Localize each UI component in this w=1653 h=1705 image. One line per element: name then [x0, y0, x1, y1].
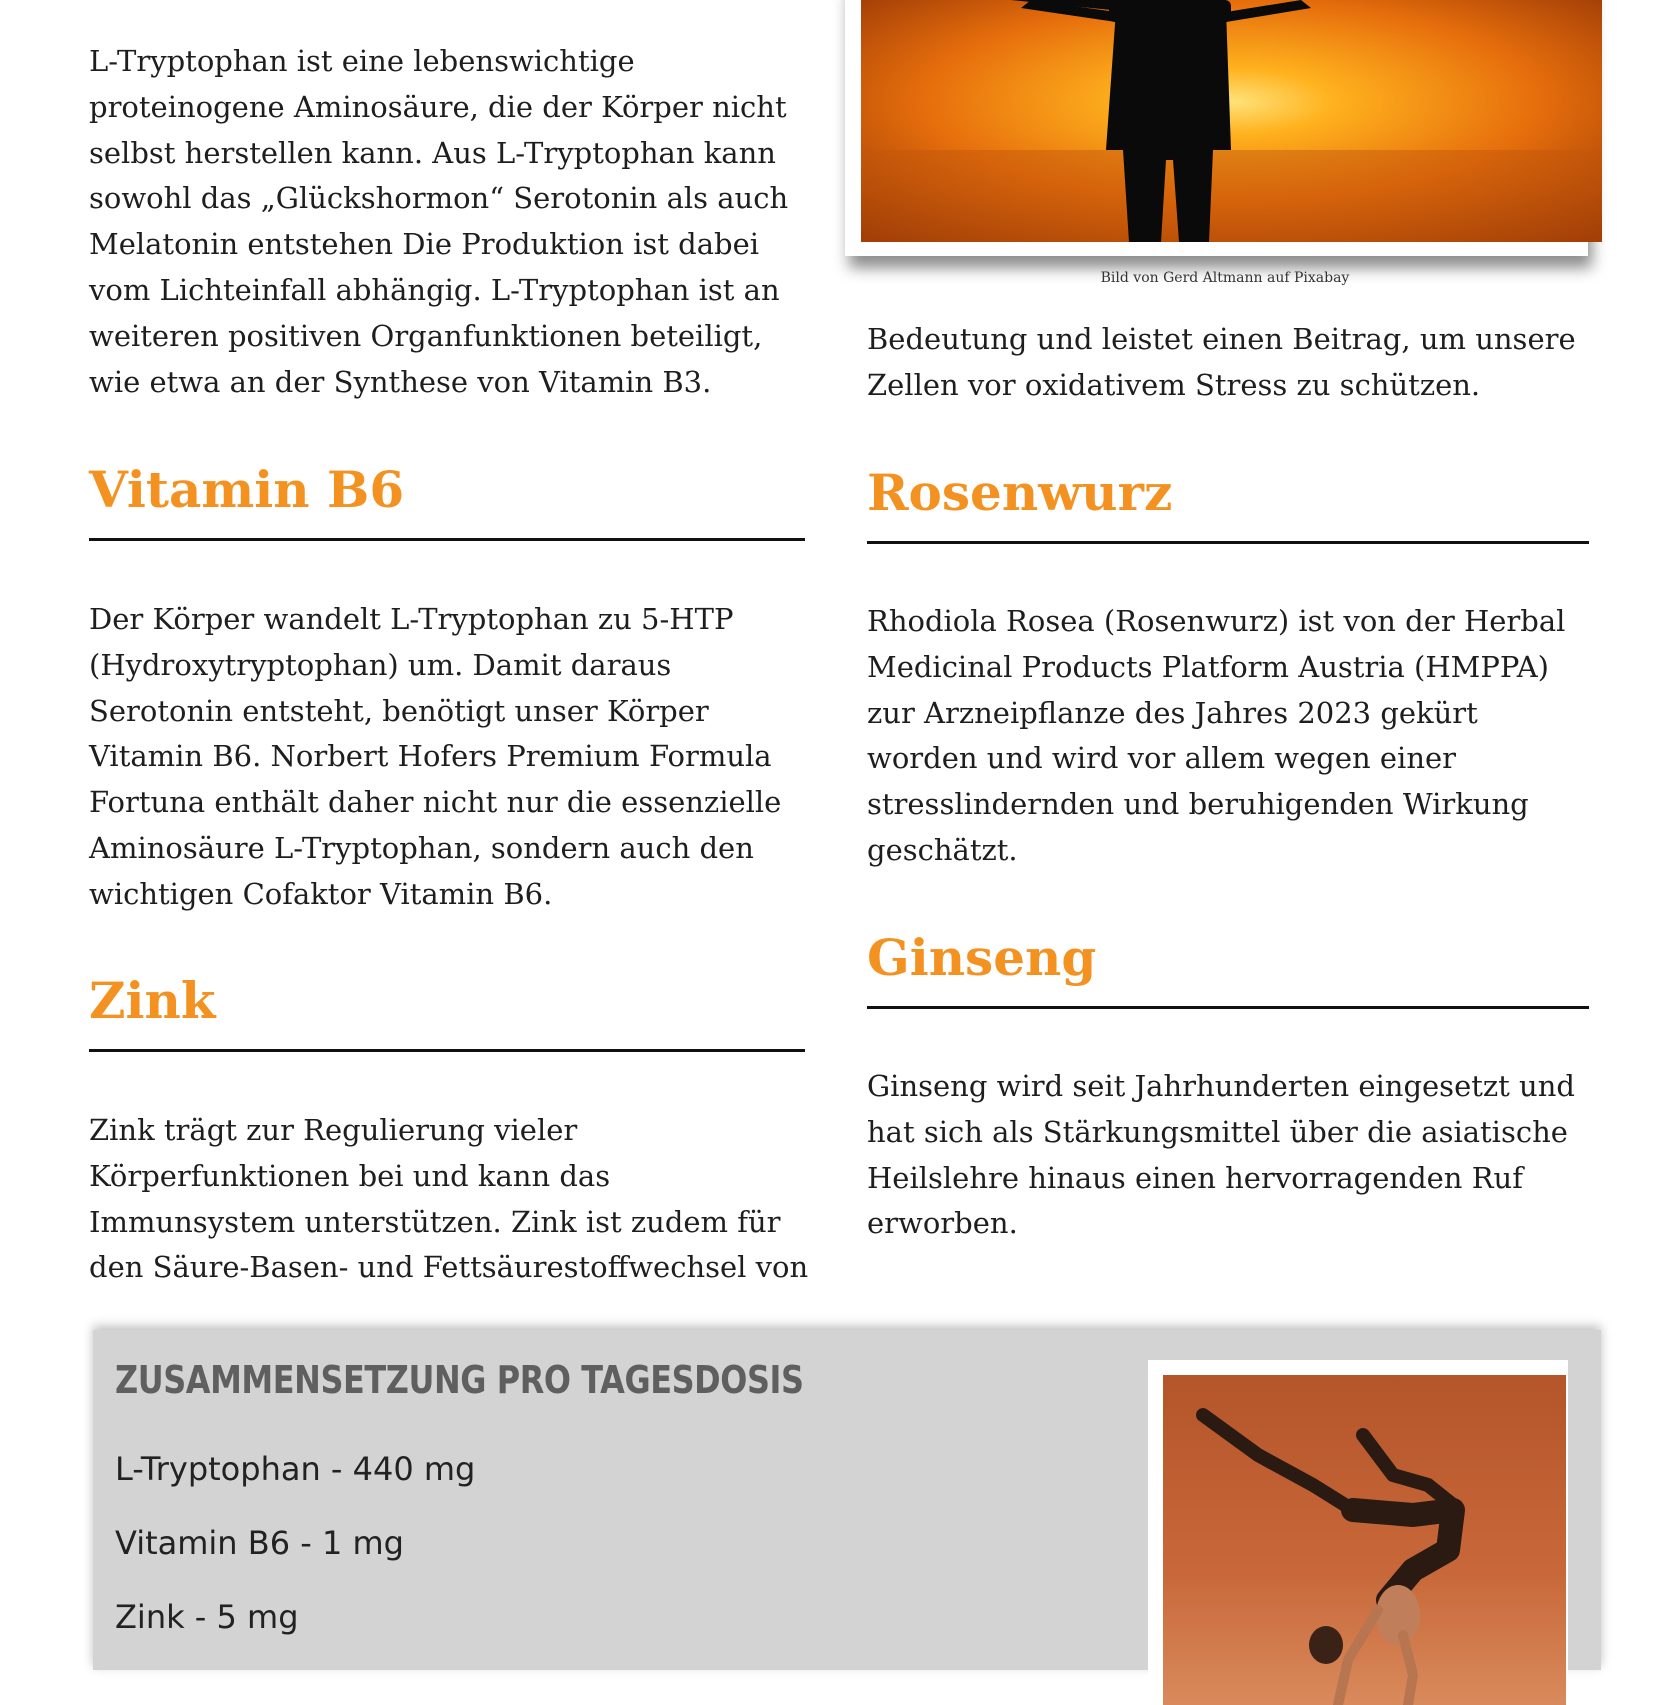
- yoga-handstand-image: [1163, 1375, 1566, 1705]
- composition-item: Vitamin B6 - 1 mg: [115, 1524, 404, 1562]
- vitamin-b6-heading: Vitamin B6: [89, 460, 405, 519]
- rosenwurz-divider: [867, 541, 1589, 544]
- tryptophan-intro-text: L-Tryptophan ist eine lebenswichtige proteinogene Aminosäure, die der Körper nicht selbst herstellen kann. Aus L-Tryptophan kann sowohl das „Glückshormon“ Serotonin als auch Melatonin entstehen Die Produktion ist dabei vom Lichteinfall abhängig. L-Tryptophan ist an weiteren positiven Organfunktionen beteiligt, wie etwa an der Synthese von Vitamin B3.: [89, 44, 789, 399]
- sunset-man-photo: [845, 0, 1588, 256]
- composition-item: Zink - 5 mg: [115, 1598, 299, 1636]
- zink-heading: Zink: [89, 971, 216, 1030]
- rosenwurz-text: Rhodiola Rosea (Rosenwurz) ist von der Herbal Medicinal Products Platform Austria (HMPPA) zur Arzneipflanze des Jahres 2023 gekürt worden und wird vor allem wegen einer stresslindernden und beruhigenden Wirkung geschätzt.: [867, 604, 1566, 867]
- antioxidant-continued-text: Bedeutung und leistet einen Beitrag, um unsere Zellen vor oxidativem Stress zu schützen.: [867, 322, 1576, 402]
- sunset-man-image: [861, 0, 1602, 242]
- composition-item: L-Tryptophan - 440 mg: [115, 1450, 476, 1488]
- yoga-handstand-photo: [1148, 1360, 1568, 1700]
- image-caption: Bild von Gerd Altmann auf Pixabay: [1100, 270, 1350, 286]
- zink-divider: [89, 1049, 805, 1052]
- composition-title: ZUSAMMENSETZUNG PRO TAGESDOSIS: [115, 1358, 804, 1402]
- rosenwurz-heading: Rosenwurz: [867, 463, 1173, 522]
- ginseng-divider: [867, 1006, 1589, 1009]
- ginseng-heading: Ginseng: [867, 928, 1097, 987]
- zink-text: Zink trägt zur Regulierung vieler Körperfunktionen bei und kann das Immunsystem unterstützen. Zink ist zudem für den Säure-Basen- und Fettsäurestoffwechsel von: [89, 1113, 809, 1285]
- vitamin-b6-text: Der Körper wandelt L-Tryptophan zu 5-HTP (Hydroxytryptophan) um. Damit daraus Serotonin entsteht, benötigt unser Körper Vitamin B6. Norbert Hofers Premium Formula Fortuna enthält daher nicht nur die essenzielle Aminosäure L-Tryptophan, sondern auch den wichtigen Cofaktor Vitamin B6.: [89, 602, 782, 911]
- vitamin-b6-divider: [89, 538, 805, 541]
- composition-box: [93, 1330, 1601, 1670]
- ginseng-text: Ginseng wird seit Jahrhunderten eingesetzt und hat sich als Stärkungsmittel über die asiatische Heilslehre hinaus einen hervorragenden Ruf erworben.: [867, 1069, 1575, 1241]
